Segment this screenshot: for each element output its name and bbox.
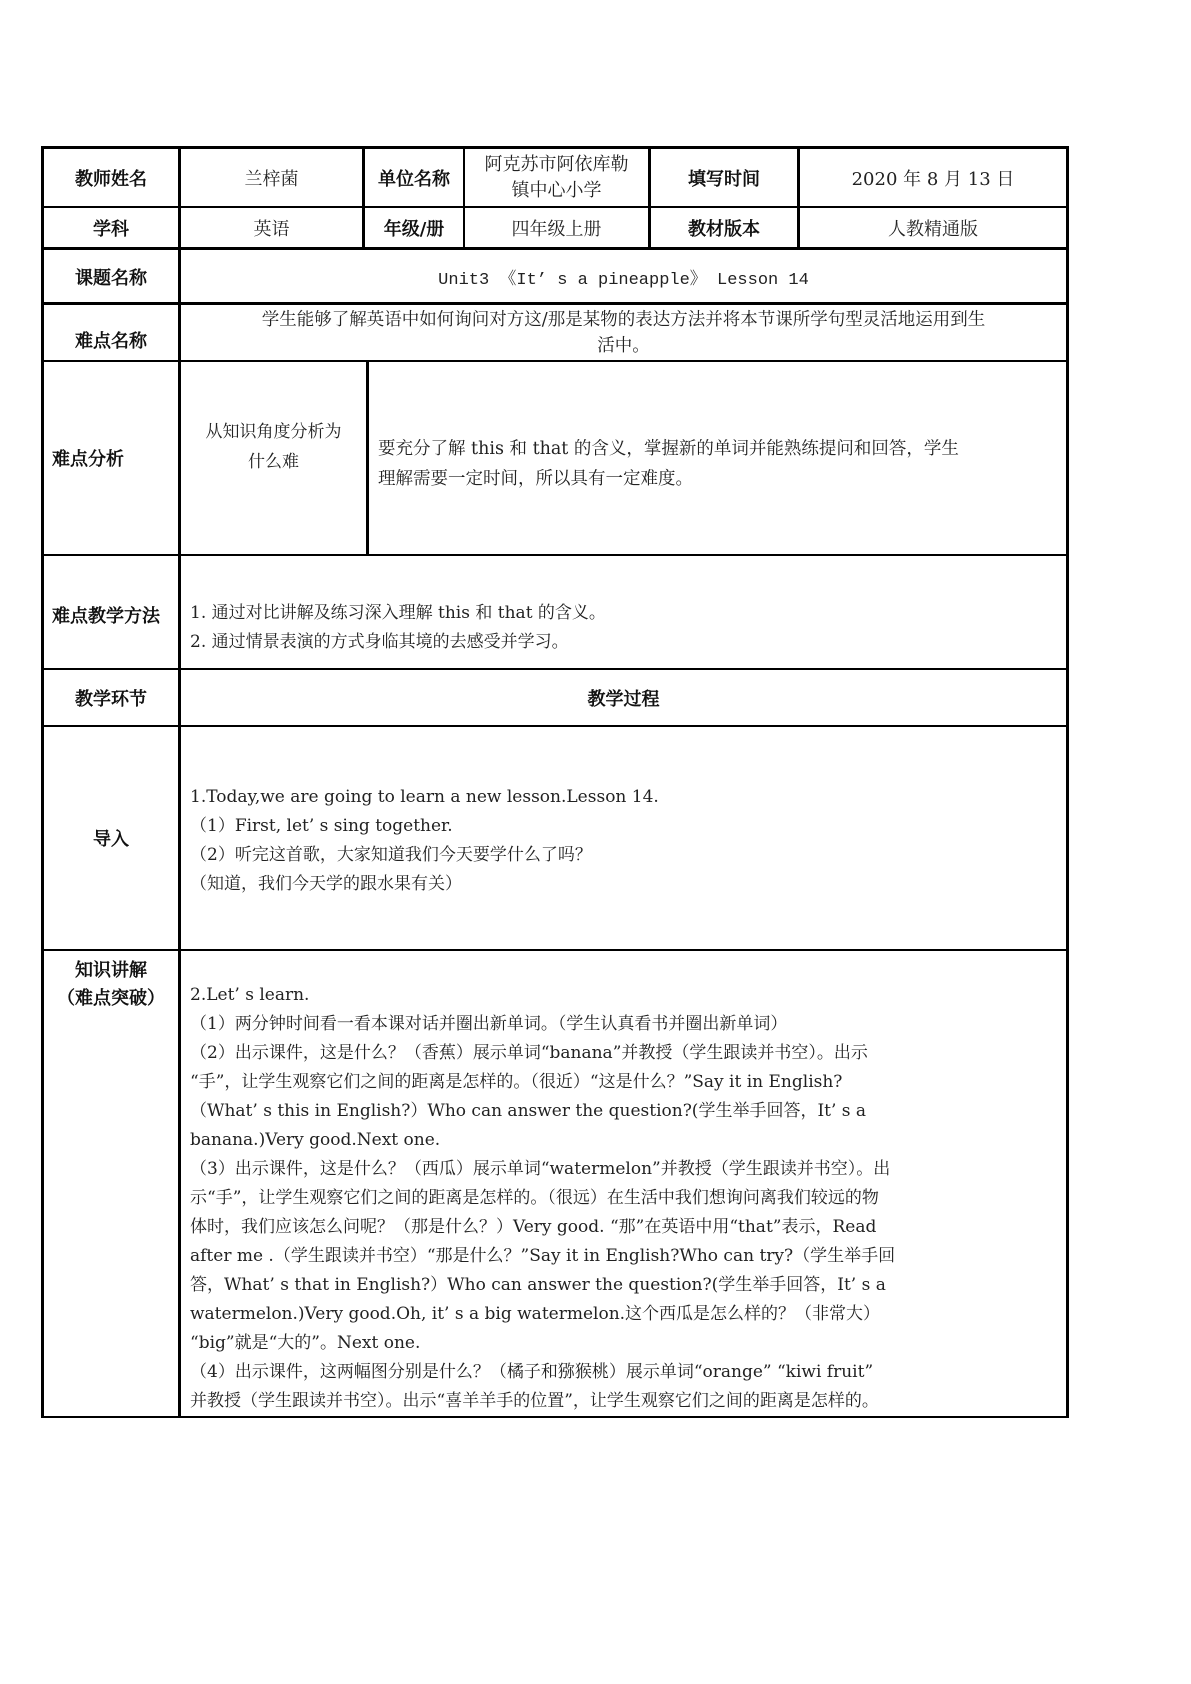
- table-border-bottom: [41, 1416, 1069, 1418]
- knowledge-line: （What’ s this in English?）Who can answer the question?(学生举手回答，It’ s a: [190, 1101, 867, 1121]
- analysis-line1: 要充分了解 this 和 that 的含义，掌握新的单词并能熟练提问和回答，学生: [378, 439, 959, 459]
- subject-label: 学科: [93, 218, 129, 240]
- analysis-sublabel-line1: 从知识角度分析为: [205, 422, 342, 442]
- knowledge-label-line2: （难点突破）: [57, 988, 165, 1009]
- lesson-plan-table: [41, 146, 1069, 1421]
- difficulty-name-value: [181, 306, 1066, 360]
- knowledge-label-line1: 知识讲解: [75, 960, 147, 981]
- knowledge-line: “big”就是“大的”。Next one.: [190, 1333, 421, 1353]
- intro-line: （1）First, let’ s sing together.: [190, 816, 453, 836]
- topic-label: 课题名称: [75, 267, 147, 289]
- knowledge-line: 2.Let’ s learn.: [190, 985, 310, 1005]
- teacher-name-value: 兰梓菌: [244, 168, 299, 190]
- knowledge-line: after me .（学生跟读并书空）“那是什么？”Say it in English?Who can try?（学生举手回: [190, 1246, 896, 1266]
- subject-value: 英语: [253, 218, 290, 240]
- method-list: [181, 556, 1066, 668]
- intro-line: （2）听完这首歌，大家知道我们今天要学什么了吗？: [190, 845, 592, 865]
- knowledge-line: banana.)Very good.Next one.: [190, 1130, 441, 1150]
- knowledge-line: watermelon.)Very good.Oh, it’ s a big watermelon.这个西瓜是怎么样的？（非常大）: [190, 1304, 881, 1324]
- table-border-right: [1066, 146, 1069, 1418]
- knowledge-line: （1）两分钟时间看一看本课对话并圈出新单词。（学生认真看书并圈出新单词）: [190, 1014, 788, 1034]
- intro-content: [181, 727, 1066, 949]
- analysis-label: 难点分析: [52, 449, 124, 470]
- method-item: 2. 通过情景表演的方式身临其境的去感受并学习。: [190, 632, 569, 652]
- difficulty-line1: 学生能够了解英语中如何询问对方这/那是某物的表达方法并将本节课所学句型灵活地运用到生: [261, 310, 986, 330]
- grade-label: 年级/册: [383, 218, 445, 240]
- edition-value: 人教精通版: [888, 218, 978, 240]
- unit-name-line1: 阿克苏市阿依库勒: [484, 153, 629, 175]
- process-header: 教学过程: [587, 688, 660, 710]
- topic-value: Unit3 《It’ s a pineapple》 Lesson 14: [438, 270, 809, 290]
- fill-date-label: 填写时间: [688, 168, 760, 190]
- knowledge-line: （4）出示课件，这两幅图分别是什么？（橘子和猕猴桃）展示单词“orange” “kiwi fruit”: [190, 1362, 874, 1382]
- analysis-line2: 理解需要一定时间，所以具有一定难度。: [378, 469, 693, 489]
- unit-name-line2: 镇中心小学: [511, 179, 602, 201]
- intro-label: 导入: [93, 829, 129, 850]
- unit-name-label: 单位名称: [378, 168, 450, 190]
- difficulty-line2: 活中。: [597, 336, 650, 356]
- knowledge-line: 并教授（学生跟读并书空）。出示“喜羊羊手的位置”，让学生观察它们之间的距离是怎样的。: [190, 1391, 879, 1411]
- analysis-sublabel: [181, 362, 366, 554]
- method-label: 难点教学方法: [52, 606, 160, 627]
- analysis-value: [369, 362, 1066, 554]
- difficulty-name-label: 难点名称: [75, 331, 147, 352]
- analysis-sublabel-line2: 什么难: [248, 452, 299, 472]
- intro-line: （知道，我们今天学的跟水果有关）: [190, 874, 462, 894]
- knowledge-label: [44, 951, 178, 1416]
- fill-date-value: 2020 年 8 月 13 日: [851, 168, 1015, 190]
- edition-label: 教材版本: [688, 218, 760, 240]
- knowledge-line: （3）出示课件，这是什么？（西瓜）展示单词“watermelon”并教授（学生跟读并书空）。出: [190, 1159, 891, 1179]
- intro-line: 1.Today,we are going to learn a new lesson.Lesson 14.: [190, 787, 659, 807]
- knowledge-line: 示“手”，让学生观察它们之间的距离是怎样的。（很远）在生活中我们想询问离我们较远的物: [190, 1188, 879, 1208]
- method-item: 1. 通过对比讲解及练习深入理解 this 和 that 的含义。: [190, 603, 606, 623]
- teacher-name-label: 教师姓名: [75, 168, 147, 190]
- unit-name-value: [465, 149, 648, 206]
- stage-header: 教学环节: [75, 688, 147, 710]
- knowledge-line: 体时，我们应该怎么问呢？（那是什么？）Very good. “那”在英语中用“that”表示，Read: [190, 1217, 877, 1237]
- knowledge-line: 答，What’ s that in English?）Who can answer the question?(学生举手回答，It’ s a: [190, 1275, 886, 1295]
- knowledge-content: [181, 951, 1066, 1416]
- knowledge-line: “手”，让学生观察它们之间的距离是怎样的。（很近）“这是什么？”Say it in English?: [190, 1072, 843, 1092]
- grade-value: 四年级上册: [511, 218, 602, 240]
- knowledge-line: （2）出示课件，这是什么？（香蕉）展示单词“banana”并教授（学生跟读并书空）。出示: [190, 1043, 868, 1063]
